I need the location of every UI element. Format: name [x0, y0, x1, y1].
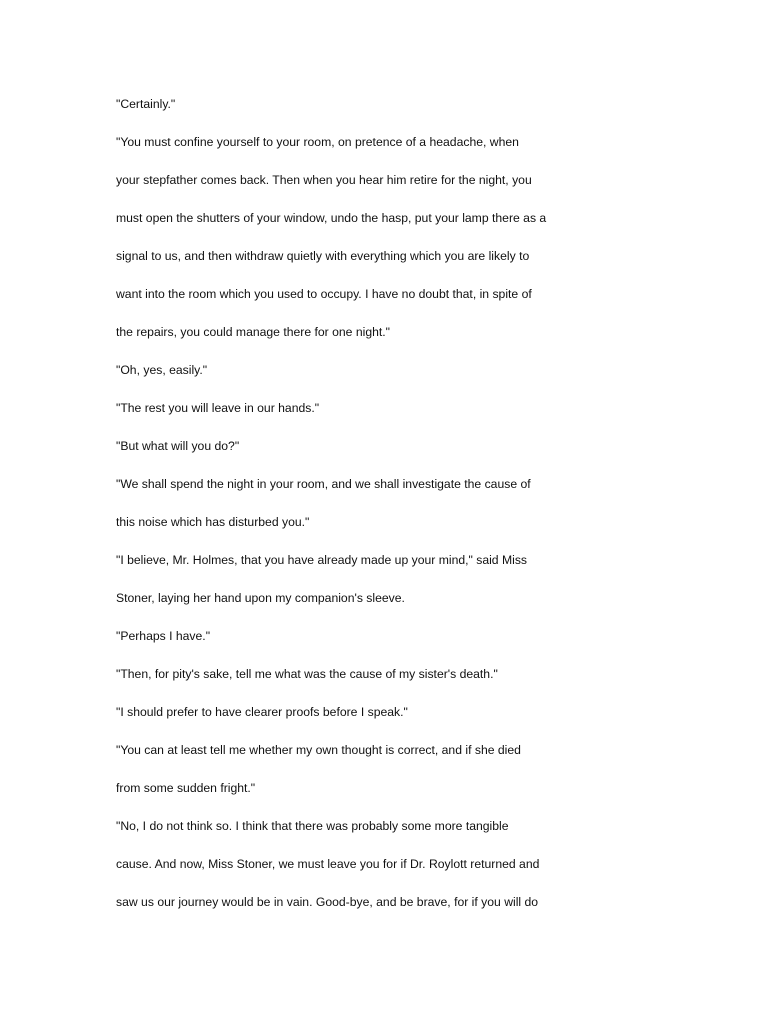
text-line: "We shall spend the night in your room, and we shall investigate the cause of: [116, 477, 531, 491]
text-line: "But what will you do?": [116, 439, 240, 453]
text-line: "You must confine yourself to your room, on pretence of a headache, when: [116, 135, 519, 149]
text-line: "No, I do not think so. I think that there was probably some more tangible: [116, 819, 509, 833]
text-line: signal to us, and then withdraw quietly with everything which you are likely to: [116, 249, 530, 263]
document-text: [116, 92, 716, 928]
text-line: Stoner, laying her hand upon my companion's sleeve.: [116, 591, 405, 605]
text-line: the repairs, you could manage there for one night.": [116, 325, 390, 339]
text-line: saw us our journey would be in vain. Good-bye, and be brave, for if you will do: [116, 895, 539, 909]
text-line: "I should prefer to have clearer proofs before I speak.": [116, 705, 408, 719]
text-line: "Certainly.": [116, 97, 176, 111]
text-line: "Then, for pity's sake, tell me what was the cause of my sister's death.": [116, 667, 498, 681]
text-line: "Oh, yes, easily.": [116, 363, 208, 377]
text-line: "The rest you will leave in our hands.": [116, 401, 320, 415]
text-line: "I believe, Mr. Holmes, that you have already made up your mind," said Miss: [116, 553, 528, 567]
text-line: this noise which has disturbed you.": [116, 515, 310, 529]
text-line: must open the shutters of your window, undo the hasp, put your lamp there as a: [116, 211, 547, 225]
text-line: from some sudden fright.": [116, 781, 256, 795]
text-line: "Perhaps I have.": [116, 629, 211, 643]
text-line: want into the room which you used to occupy. I have no doubt that, in spite of: [116, 287, 532, 301]
text-line: your stepfather comes back. Then when you hear him retire for the night, you: [116, 173, 532, 187]
text-line: "You can at least tell me whether my own thought is correct, and if she died: [116, 743, 521, 757]
text-line: cause. And now, Miss Stoner, we must leave you for if Dr. Roylott returned and: [116, 857, 540, 871]
